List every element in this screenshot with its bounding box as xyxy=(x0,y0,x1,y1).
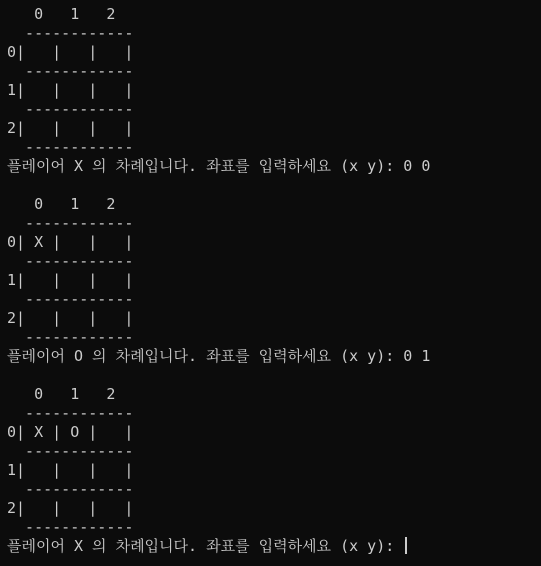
board3-separator: ------------ xyxy=(7,404,134,422)
board2-separator: ------------ xyxy=(7,252,134,270)
prompt-line-1: 플레이어 X 의 차례입니다. 좌표를 입력하세요 (x y): 0 0 xyxy=(7,157,431,175)
board3-separator: ------------ xyxy=(7,518,134,536)
prompt-line-2: 플레이어 O 의 차례입니다. 좌표를 입력하세요 (x y): 0 1 xyxy=(7,347,431,365)
board1-row-2: 2| | | | xyxy=(7,119,134,137)
board2-separator: ------------ xyxy=(7,290,134,308)
board2-row-1: 1| | | | xyxy=(7,271,134,289)
board2-separator: ------------ xyxy=(7,214,134,232)
board1-column-header: 0 1 2 xyxy=(7,5,116,23)
board2-column-header: 0 1 2 xyxy=(7,195,116,213)
board2-separator: ------------ xyxy=(7,328,134,346)
prompt-text: 플레이어 X 의 차례입니다. 좌표를 입력하세요 (x y): xyxy=(7,537,404,555)
text-cursor xyxy=(405,537,407,554)
board1-separator: ------------ xyxy=(7,62,134,80)
board1-row-0: 0| | | | xyxy=(7,43,134,61)
board1-separator: ------------ xyxy=(7,24,134,42)
board3-row-2: 2| | | | xyxy=(7,499,134,517)
board2-row-0: 0| X | | | xyxy=(7,233,134,251)
board2-row-2: 2| | | | xyxy=(7,309,134,327)
board1-separator: ------------ xyxy=(7,100,134,118)
active-prompt-line[interactable] xyxy=(7,537,407,556)
board1-separator: ------------ xyxy=(7,138,134,156)
board3-separator: ------------ xyxy=(7,480,134,498)
board3-separator: ------------ xyxy=(7,442,134,460)
board3-row-0: 0| X | O | | xyxy=(7,423,134,441)
board3-column-header: 0 1 2 xyxy=(7,385,116,403)
board3-row-1: 1| | | | xyxy=(7,461,134,479)
board1-row-1: 1| | | | xyxy=(7,81,134,99)
